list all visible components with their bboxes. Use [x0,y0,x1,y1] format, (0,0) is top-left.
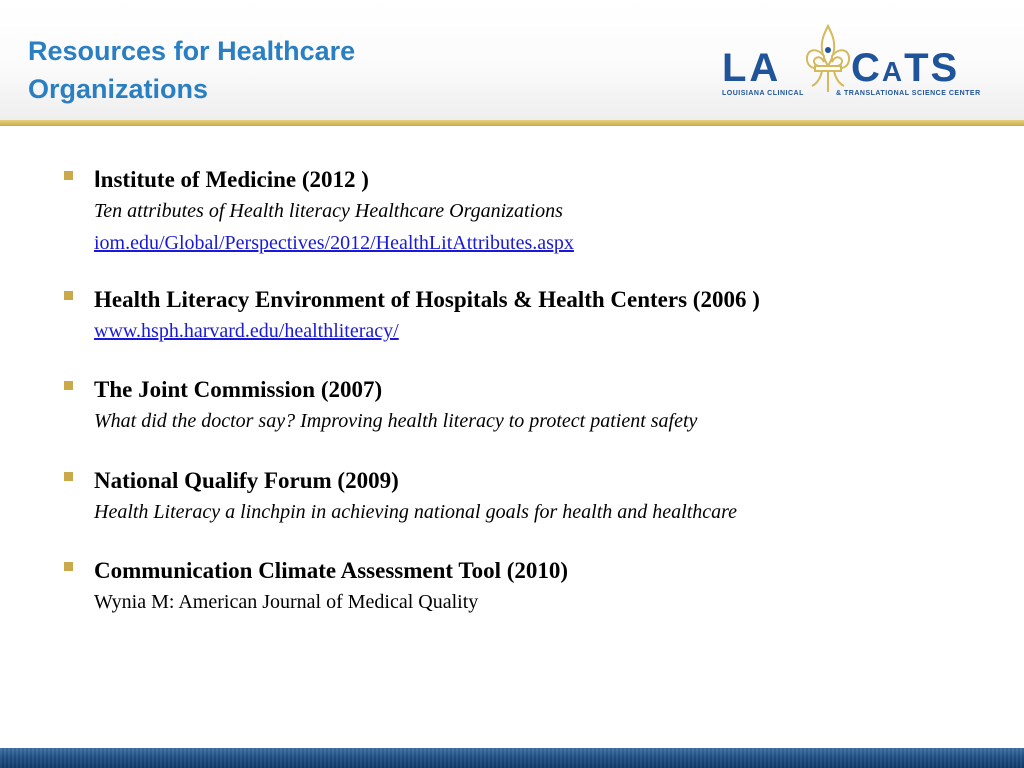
header-divider [0,120,1024,126]
heading-rest: nstitute of Medicine (2012 ) [100,167,369,192]
heading-first-letter: I [94,166,101,193]
fleur-de-lis-icon [802,22,854,100]
slide-title [28,32,355,108]
slide-header [0,0,1024,120]
list-item-text [94,285,964,347]
slide-title-line-1: Resources for Healthcare [28,36,356,66]
list-item-text [94,165,964,259]
logo-subtitle-left: LOUISIANA CLINICAL [722,90,804,97]
item-subtitle: Wynia M: American Journal of Medical Quality [94,591,479,613]
harvard-link[interactable]: www.hsph.harvard.edu/healthliteracy/ [94,320,399,342]
footer-bar [0,748,1024,768]
list-item-text [94,375,964,437]
list-item-text [94,466,964,528]
item-subtitle: Health Literacy a linchpin in achieving national goals for health and healthcare [94,501,738,523]
bullet-icon [64,291,73,300]
item-subtitle: What did the doctor say? Improving health literacy to protect patient safety [94,410,698,432]
iom-link[interactable]: iom.edu/Global/Perspectives/2012/HealthLitAttributes.aspx [94,232,574,254]
item-heading: Communication Climate Assessment Tool (2010) [94,558,569,583]
la-cats-logo [718,22,998,102]
bullet-icon [64,171,73,180]
logo-letter-a: A [881,56,905,87]
logo-text-la: LA [722,46,782,90]
logo-subtitle-right: & TRANSLATIONAL SCIENCE CENTER [836,90,981,97]
logo-text-cats [851,48,959,92]
logo-letters-ts: TS [904,46,960,90]
logo-letter-c: C [851,46,882,90]
item-heading: National Qualify Forum (2009) [94,468,399,493]
item-heading: Health Literacy Environment of Hospitals & Health Centers (2006 ) [94,287,760,312]
item-subtitle: Ten attributes of Health literacy Healthcare Organizations [94,200,563,222]
bullet-icon [64,562,73,571]
slide-title-line-2: Organizations [28,74,209,104]
bullet-icon [64,472,73,481]
list-item-text [94,556,964,618]
item-heading: The Joint Commission (2007) [94,377,383,402]
item-heading [94,165,964,195]
bullet-icon [64,381,73,390]
